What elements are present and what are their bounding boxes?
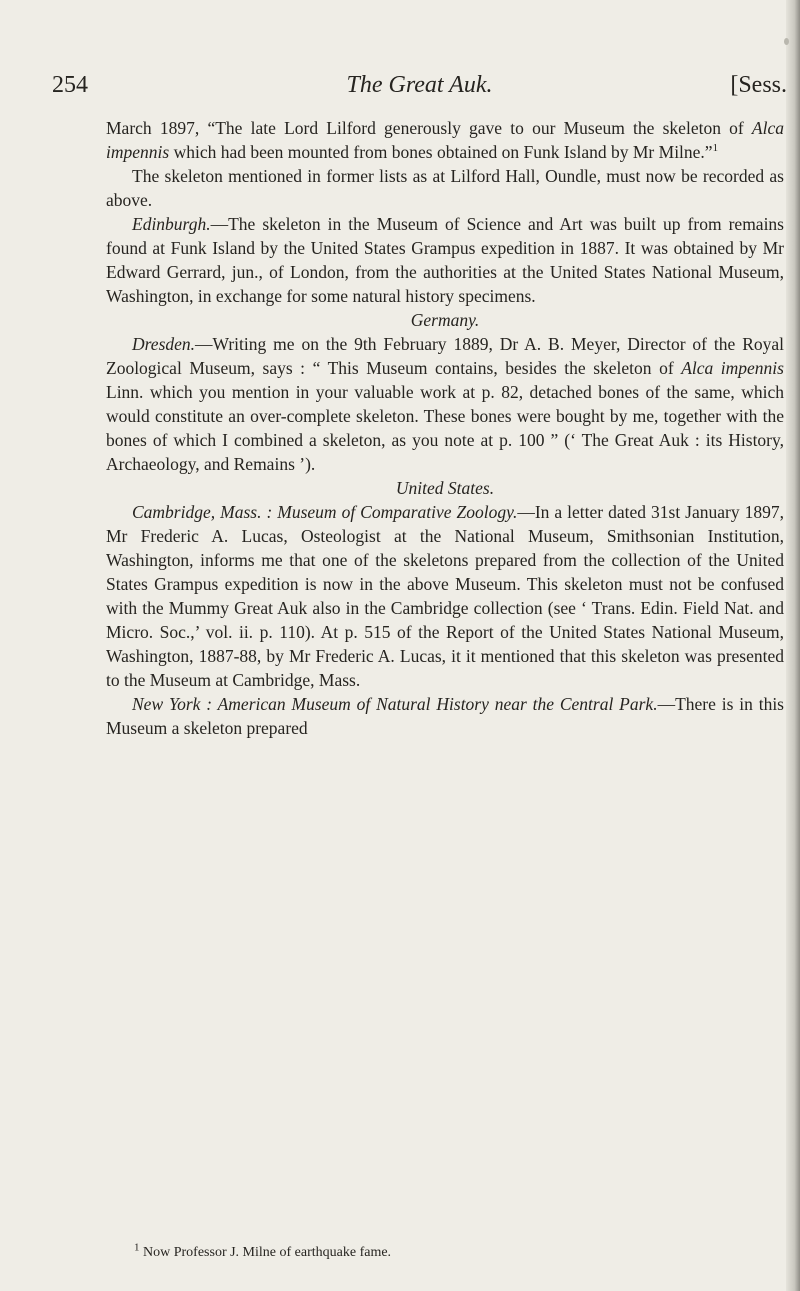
place-name: Cambridge, Mass. : Museum of Comparative Zoology. [132, 502, 518, 522]
paragraph-text: Linn. which you mention in your valuable work at p. 82, detached bones of the same, which would constitute an over-complete skeleton. These bones were bought by me, together with the bones of which I combined a skeleton, as you note at p. 100 ” (‘ The Great Auk : its History, Archaeology, and Remains ’). [106, 382, 784, 474]
paragraph-edinburgh [106, 212, 784, 308]
paragraph-text: —In a letter dated 31st January 1897, Mr Frederic A. Lucas, Osteologist at the National Museum, Smithsonian Institution, Washington, informs me that one of the skeletons prepared from the collection of the United States Grampus expedition is now in the above Museum. This skeleton must not be confused with the Mummy Great Auk also in the Cambridge collection (see ‘ Trans. Edin. Field Nat. and Micro. Soc.,’ vol. ii. p. 110). At p. 515 of the Report of the United States National Museum, Washington, 1887-88, by Mr Frederic A. Lucas, it it mentioned that this skeleton was presented to the Museum at Cambridge, Mass. [106, 502, 784, 690]
paragraph-new-york [106, 692, 784, 740]
paragraph-text: March 1897, “The late Lord Lilford generously gave to our Museum the skeleton of [106, 118, 752, 138]
species-name: Alca impennis [681, 358, 784, 378]
footnote-reference: 1 [712, 142, 719, 155]
section-heading-germany: Germany. [410, 310, 480, 330]
place-name: Edinburgh. [132, 214, 211, 234]
species-name: Alca impennis [106, 118, 784, 162]
footnote-text: Now Professor J. Milne of earthquake fame. [139, 1245, 392, 1260]
paragraph-text: —The skeleton in the Museum of Science and Art was built up from remains found at Funk Island by the United States Grampus expedition in 1887. It was obtained by Mr Edward Gerrard, jun., of London, from the authorities at the United States National Museum, Washington, in exchange for some natural history specimens. [106, 214, 784, 306]
body-text [106, 116, 784, 740]
page-edge-shadow [786, 0, 800, 1291]
paragraph-text: —Writing me on the 9th February 1889, Dr A. B. Meyer, Director of the Royal Zoological Museum, says : “ This Museum contains, besides the skeleton of [106, 334, 784, 378]
page-number: 254 [52, 72, 88, 98]
place-name: Dresden. [132, 334, 196, 354]
place-name: New York : American Museum of Natural History near the Central Park. [132, 694, 658, 714]
footnote [134, 1241, 774, 1262]
paragraph-lilford-hall: The skeleton mentioned in former lists as at Lilford Hall, Oundle, must now be recorded as above. [106, 166, 784, 210]
paper-speck [784, 38, 789, 45]
section-mark: [Sess. [730, 72, 787, 98]
paragraph-text: which had been mounted from bones obtained on Funk Island by Mr Milne.” [169, 142, 713, 162]
running-title: The Great Auk. [346, 72, 493, 98]
running-head [52, 72, 787, 106]
paragraph-cambridge [106, 500, 784, 692]
paragraph-march-1897 [106, 116, 784, 164]
paragraph-text: —There is in this Museum a skeleton prepared [106, 694, 784, 738]
paragraph-dresden [106, 332, 784, 476]
footnote-marker: 1 [134, 1241, 140, 1254]
section-heading-united-states: United States. [395, 478, 495, 498]
